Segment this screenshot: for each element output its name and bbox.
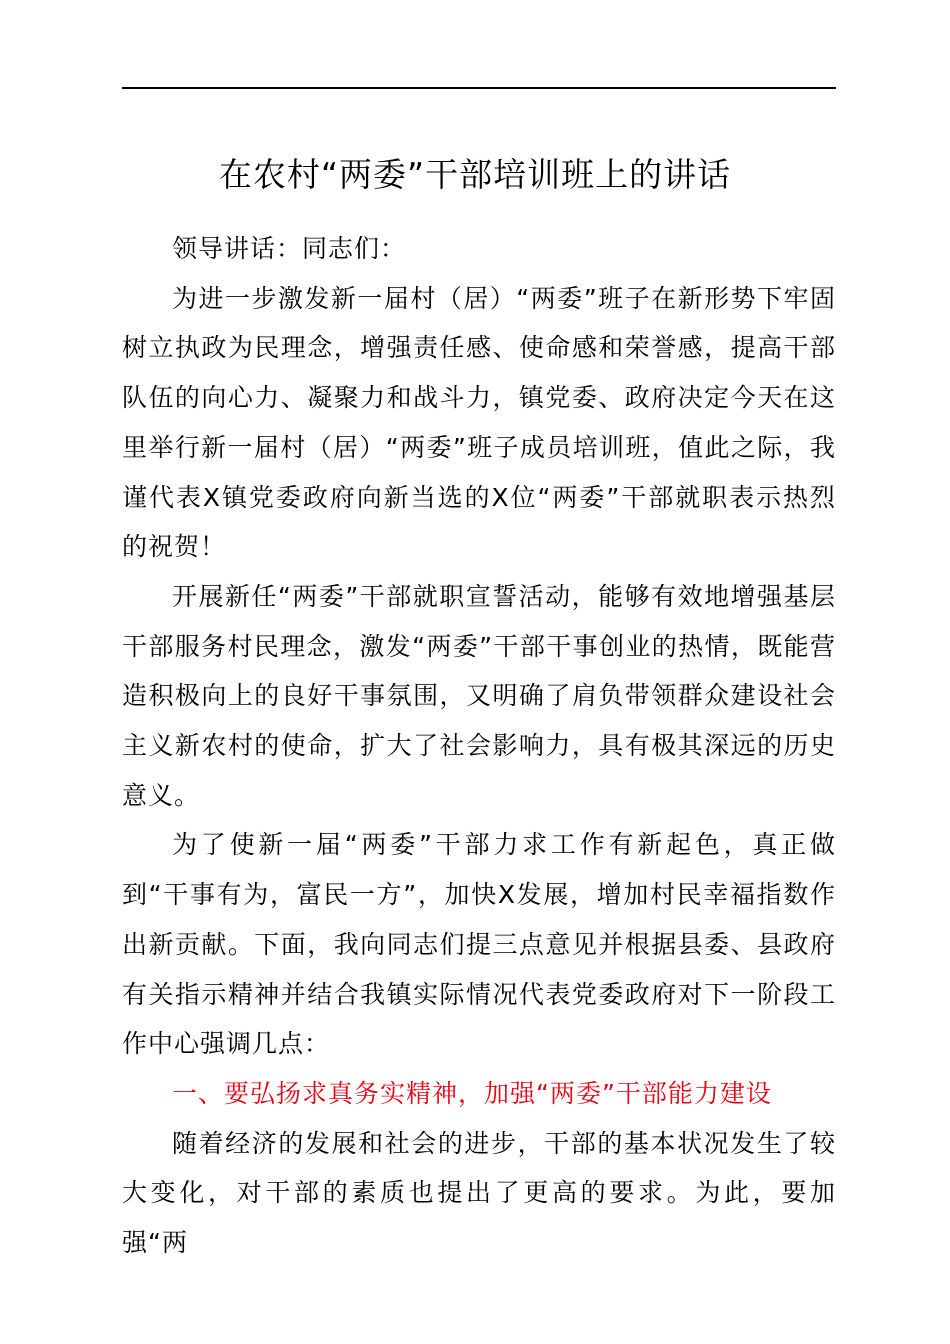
paragraph-3: 为了使新一届“两委”干部力求工作有新起色，真正做到“干事有为，富民一方”，加快X发展，增加村民幸福指数作出新贡献。下面，我向同志们提三点意见并根据县委、县政府有关指示精神并结合我镇实际情况代表党委政府对下一阶段工作中心强调几点：	[122, 830, 836, 1059]
document-body	[122, 224, 836, 1268]
paragraph-2: 开展新任“两委”干部就职宣誓活动，能够有效地增强基层干部服务村民理念，激发“两委”干部干事创业的热情，既能营造积极向上的良好干事氛围，又明确了肩负带领群众建设社会主义新农村的使命，扩大了社会影响力，具有极其深远的历史意义。	[122, 581, 836, 810]
salutation: 领导讲话：同志们：	[172, 234, 407, 263]
header-rule	[122, 87, 836, 89]
section-heading-1: 一、要弘扬求真务实精神，加强“两委”干部能力建设	[172, 1078, 772, 1108]
paragraph-1: 为进一步激发新一届村（居）“两委”班子在新形势下牢固树立执政为民理念，增强责任感、使命感和荣誉感，提高干部队伍的向心力、凝聚力和战斗力，镇党委、政府决定今天在这里举行新一届村（居）“两委”班子成员培训班，值此之际，我谨代表X镇党委政府向新当选的X位“两委”干部就职表示热烈的祝贺！	[122, 283, 836, 562]
section-1-paragraph: 随着经济的发展和社会的进步，干部的基本状况发生了较大变化，对干部的素质也提出了更高的要求。为此，要加强“两	[122, 1128, 836, 1258]
document-title: 在农村“两委”干部培训班上的讲话	[218, 155, 732, 194]
